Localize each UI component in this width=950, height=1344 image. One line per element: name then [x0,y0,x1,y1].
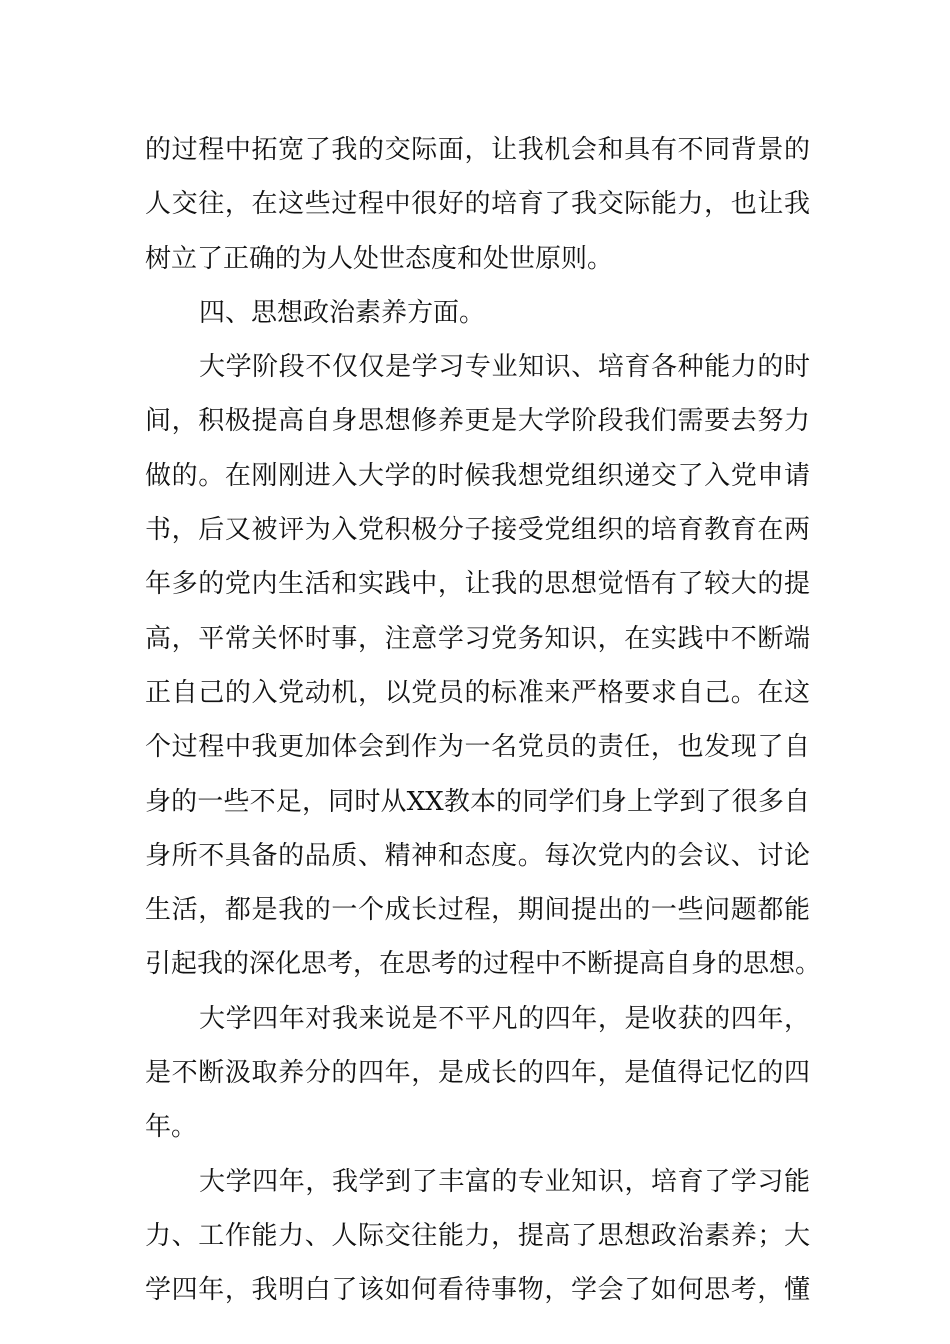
text-line: 书，后又被评为入党积极分子接受党组织的培育教育在两 [145,515,810,546]
text-line: 大学四年，我学到了丰富的专业知识，培育了学习能 [199,1166,810,1197]
text-line: 间，积极提高自身思想修养更是大学阶段我们需要去努力 [145,406,810,437]
paragraph-continuation [145,123,810,286]
text-line: 人交往，在这些过程中很好的培育了我交际能力，也让我 [145,189,810,220]
text-line: 高，平常关怀时事，注意学习党务知识，在实践中不断端 [145,623,810,654]
text-line: 的过程中拓宽了我的交际面，让我机会和具有不同背景的 [145,135,810,165]
text-line: 大学四年对我来说是不平凡的四年，是收获的四年， [199,1003,810,1034]
text-line: 正自己的入党动机，以党员的标准来严格要求自己。在这 [145,677,810,708]
text-line: 力、工作能力、人际交往能力，提高了思想政治素养；大 [145,1220,810,1251]
text-line: 树立了正确的为人处世态度和处世原则。 [145,243,614,274]
text-line: 大学阶段不仅仅是学习专业知识、培育各种能力的时 [199,352,810,383]
paragraph-four-years [145,992,810,1155]
text-line: 学四年，我明白了该如何看待事物，学会了如何思考，懂 [145,1275,810,1306]
paragraph-summary [145,1155,810,1318]
text-line: 个过程中我更加体会到作为一名党员的责任，也发现了自 [145,732,810,763]
paragraph-political [145,340,822,992]
text-line: 年。 [145,1112,198,1143]
text-line: 年多的党内生活和实践中，让我的思想觉悟有了较大的提 [145,569,810,600]
text-line: 生活，都是我的一个成长过程，期间提出的一些问题都能 [145,895,810,926]
text-line: 身的一些不足，同时从XX教本的同学们身上学到了很多自 [145,786,810,817]
section-heading [145,286,810,340]
document-body [145,123,822,1318]
text-line: 做的。在刚刚进入大学的时候我想党组织递交了入党申请 [145,460,810,491]
text-line: 身所不具备的品质、精神和态度。每次党内的会议、讨论 [145,840,810,871]
section-heading-text: 四、思想政治素养方面。 [199,297,486,328]
text-line: 是不断汲取养分的四年，是成长的四年，是值得记忆的四 [145,1058,810,1089]
text-line: 引起我的深化思考，在思考的过程中不断提高自身的思想。 [145,949,822,980]
